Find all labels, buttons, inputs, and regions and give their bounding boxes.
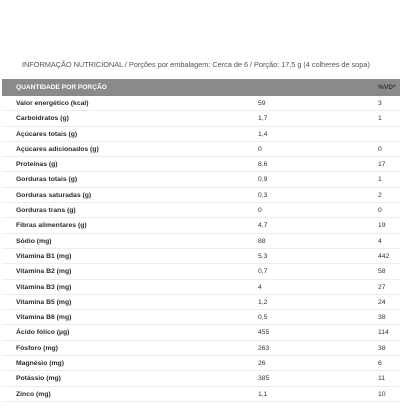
nutrient-vd: 1 bbox=[378, 115, 382, 123]
nutrient-amount: 1,4 bbox=[258, 130, 268, 138]
nutrient-amount: 59 bbox=[258, 100, 266, 107]
nutrient-name: Vitamina B2 (mg) bbox=[16, 268, 72, 276]
nutrient-name: Carboidratos (g) bbox=[16, 115, 69, 123]
table-row bbox=[2, 387, 400, 402]
nutrient-amount: 88 bbox=[258, 237, 266, 245]
nutrient-vd: 6 bbox=[378, 360, 382, 368]
nutrient-vd: 114 bbox=[378, 329, 389, 337]
nutrition-table bbox=[2, 79, 400, 402]
table-row bbox=[2, 356, 400, 371]
nutrient-vd: 0 bbox=[378, 207, 382, 215]
table-row bbox=[2, 127, 400, 142]
nutrient-name: Potássio (mg) bbox=[16, 375, 61, 383]
table-row bbox=[2, 280, 400, 295]
nutrient-vd: 27 bbox=[378, 283, 386, 291]
nutrient-name: Gorduras trans (g) bbox=[16, 207, 76, 215]
nutrient-name: Vitamina B1 (mg) bbox=[16, 252, 72, 260]
table-row bbox=[2, 325, 400, 340]
table-row bbox=[2, 96, 400, 111]
table-row bbox=[2, 157, 400, 172]
table-row bbox=[2, 371, 400, 386]
nutrient-vd: 38 bbox=[378, 314, 386, 322]
header-vd: %VD* bbox=[378, 84, 396, 91]
nutrient-name: Açúcares totais (g) bbox=[16, 130, 78, 138]
header-quantity: QUANTIDADE POR PORÇÃO bbox=[16, 84, 107, 91]
nutrient-vd: 1 bbox=[378, 176, 382, 184]
table-row bbox=[2, 203, 400, 218]
table-row bbox=[2, 142, 400, 157]
nutrient-name: Sódio (mg) bbox=[16, 237, 52, 245]
table-row bbox=[2, 295, 400, 310]
nutrient-amount: 1,7 bbox=[258, 115, 268, 123]
table-row bbox=[2, 234, 400, 249]
table-body bbox=[2, 96, 400, 402]
nutrient-vd: 19 bbox=[378, 222, 386, 230]
nutrient-amount: 4,7 bbox=[258, 222, 268, 230]
table-row bbox=[2, 188, 400, 203]
table-row bbox=[2, 111, 400, 126]
nutrient-amount: 1,2 bbox=[258, 298, 268, 306]
nutrient-name: Vitamina B6 (mg) bbox=[16, 314, 72, 322]
nutrient-vd: 442 bbox=[378, 252, 390, 260]
nutrient-vd: 58 bbox=[378, 268, 386, 276]
nutrient-amount: 455 bbox=[258, 329, 270, 337]
nutrient-amount: 0,5 bbox=[258, 314, 268, 322]
table-row bbox=[2, 218, 400, 233]
nutrient-name: Zinco (mg) bbox=[16, 390, 51, 398]
nutrient-amount: 1,1 bbox=[258, 390, 268, 398]
nutrient-vd: 38 bbox=[378, 344, 386, 352]
nutrition-caption: INFORMAÇÃO NUTRICIONAL / Porções por embalagem: Cerca de 6 / Porção: 17,5 g (4 colheres de sopa) bbox=[22, 60, 370, 69]
table-row bbox=[2, 172, 400, 187]
nutrient-name: Gorduras saturadas (g) bbox=[16, 191, 92, 199]
nutrient-amount: 0 bbox=[258, 145, 262, 153]
nutrient-vd: 4 bbox=[378, 237, 382, 245]
table-row bbox=[2, 310, 400, 325]
nutrient-amount: 5,3 bbox=[258, 252, 268, 260]
nutrient-vd: 17 bbox=[378, 161, 386, 169]
nutrient-vd: 10 bbox=[378, 390, 386, 398]
nutrient-amount: 0,3 bbox=[258, 191, 268, 199]
nutrient-name: Magnésio (mg) bbox=[16, 360, 64, 368]
nutrient-amount: 4 bbox=[258, 283, 262, 291]
nutrient-amount: 0,7 bbox=[258, 268, 268, 276]
nutrient-name: Fibras alimentares (g) bbox=[16, 222, 87, 230]
nutrient-name: Vitamina B3 (mg) bbox=[16, 283, 72, 291]
nutrient-vd: 2 bbox=[378, 191, 382, 199]
nutrient-name: Valor energético (kcal) bbox=[16, 100, 89, 107]
nutrient-name: Gorduras totais (g) bbox=[16, 176, 78, 184]
nutrient-amount: 385 bbox=[258, 375, 270, 383]
table-row bbox=[2, 341, 400, 356]
nutrient-vd: 24 bbox=[378, 298, 386, 306]
nutrient-vd: 0 bbox=[378, 145, 382, 153]
table-row bbox=[2, 249, 400, 264]
nutrient-vd: 3 bbox=[378, 100, 382, 107]
nutrient-amount: 0 bbox=[258, 207, 262, 215]
nutrient-name: Proteínas (g) bbox=[16, 161, 58, 169]
nutrient-amount: 26 bbox=[258, 360, 266, 368]
nutrient-name: Açúcares adicionados (g) bbox=[16, 145, 99, 153]
nutrient-name: Fósforo (mg) bbox=[16, 344, 58, 352]
nutrient-amount: 263 bbox=[258, 344, 270, 352]
table-header bbox=[2, 79, 400, 96]
nutrient-name: Vitamina B5 (mg) bbox=[16, 298, 72, 306]
nutrient-amount: 0,9 bbox=[258, 176, 268, 184]
table-row bbox=[2, 264, 400, 279]
nutrient-name: Ácido fólico (µg) bbox=[16, 329, 70, 337]
nutrient-vd: 11 bbox=[378, 375, 386, 383]
nutrient-amount: 8,6 bbox=[258, 161, 268, 169]
